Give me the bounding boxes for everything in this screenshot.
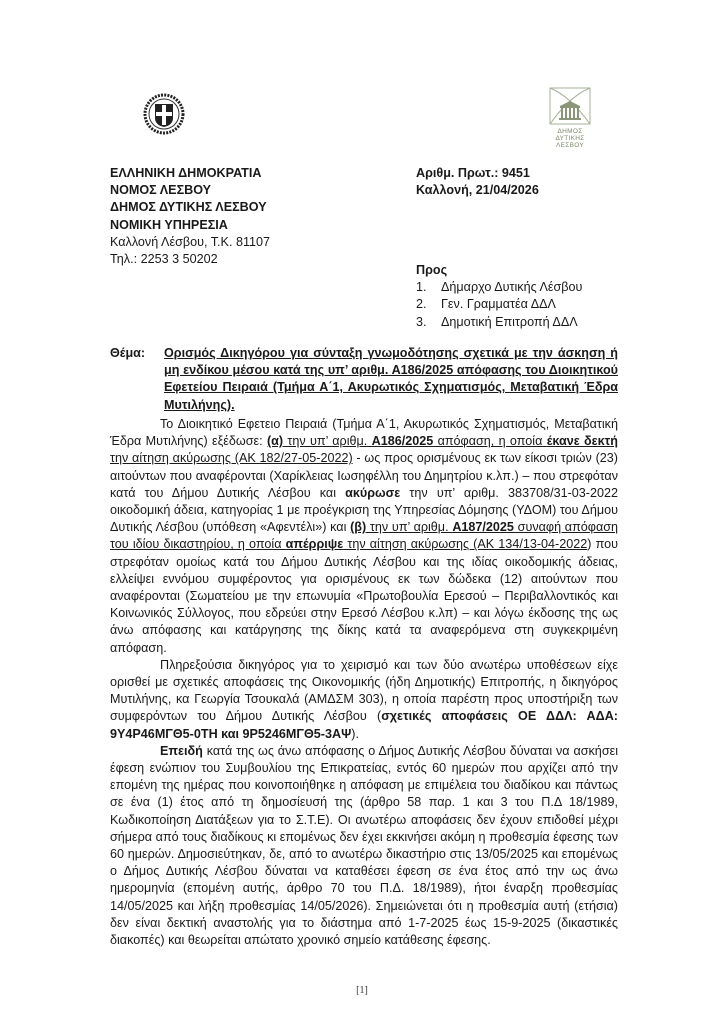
text-span: Επειδή: [160, 743, 203, 758]
text-span: την υπ’ αριθμ.: [283, 434, 372, 449]
text-span: (α): [266, 434, 284, 449]
sender-republic: ΕΛΛΗΝΙΚΗ ΔΗΜΟΚΡΑΤΙΑ: [110, 166, 262, 180]
text-span: - ως προς ορισμένους εκ των είκοσι τριών (23) αιτούντων που αναφέρονται (Χαρίκλειας Ιωσηφέλλη του Δημητρίου κ.λπ.) – που στρεφόταν κατά του Δήμου Δυτικής Λέσβου και: [110, 451, 618, 500]
ada-references: σχετικές αποφάσεις ΟΕ ΔΔΛ: ΑΔΑ: 9Υ4Ρ46ΜΓΘ5-0ΤΗ και 9Ρ5246ΜΓΘ5-3ΑΨ: [110, 709, 618, 741]
recipient-item: [416, 279, 582, 296]
recipients-block: [416, 262, 582, 331]
text-span: την υπ’ αριθμ.: [366, 520, 453, 535]
protocol-number: Αριθμ. Πρωτ.: 9451: [416, 166, 530, 180]
text-span: απόφαση, η οποία: [433, 434, 547, 449]
recipients-title: Προς: [416, 263, 448, 277]
subject-text: Ορισμός Δικηγόρου για σύνταξη γνωμοδότησης σχετικά με την άσκηση ή μη ενδίκου μέσου κατά της υπ’ αριθμ. Α186/2025 απόφασης του Διοικητικού Εφετείου Πειραιά (Τμήμα Α΄1, Ακυρωτικός Σχηματισμός, Μεταβατική Έδρα Μυτιλήνης).: [164, 346, 618, 412]
text-span: συναφή απόφαση του ιδίου δικαστηρίου, η οποία: [110, 520, 619, 552]
subject-label: Θέμα:: [110, 346, 146, 360]
recipients-list: [416, 279, 582, 331]
municipality-logo: [538, 86, 602, 156]
municipality-temple-logo-icon: [548, 86, 592, 126]
text-span: Το Διοικητικό Εφετειο Πειραιά (Τμήμα Α΄1, Ακυρωτικός Σχηματισμός, Μεταβατική Έδρα Μυτιλήνης) εξέδωσε:: [110, 417, 618, 449]
text-span: (β): [350, 520, 367, 535]
recipient-label: Δημοτική Επιτροπή ΔΔΛ: [441, 314, 578, 329]
paragraph-3: [110, 743, 618, 949]
recipient-number: 2.: [416, 297, 427, 312]
document-body: [110, 416, 618, 949]
subject-block: [110, 345, 618, 414]
text-span: την αίτηση ακύρωσης (ΑΚ 134/13-04-2022: [343, 537, 588, 552]
logo-text-line: ΔΗΜΟΣ: [557, 128, 583, 135]
page-number: [1]: [356, 985, 368, 996]
text-span: ) που στρεφόταν ομοίως κατά του Δήμου Δυτικής Λέσβου και της ιδίας οικοδομικής άδειας, ελλείψει εννόμου συμφέροντος για ορισμένους εκ των δώδεκα (12) αιτούντων που αναφέρονται (Σωματείου με την επωνυμία «Πρωτοβουλία Ερεσού – Περιβαλλοντικός και Κοινωνικός Σύλλογος, που εδρεύει στην Ερεσό Λέσβου κ.λπ) – και λόγω έκδοσης της ως άνω απόφασης και κατάργησης της δίκης κατά τα αναφερόμενα στη συγκεκριμένη απόφαση.: [110, 537, 618, 655]
text-span: την αίτηση ακύρωσης (ΑΚ 182/27-05-2022): [110, 451, 353, 466]
decision-number: Α187/2025: [452, 520, 514, 535]
text-span: την υπ’ αριθμ. 383708/31-03-2022 οικοδομική άδεια, κατηγορίας 1 με προέγκριση της Υπηρεσίας Δόμησης (ΥΔΟΜ) του Δήμου Δυτικής Λέσβου (υπόθεση «Αφεντέλι») και: [110, 485, 618, 535]
document-meta: [416, 165, 539, 199]
sender-block: [110, 165, 270, 268]
sender-prefecture: ΝΟΜΟΣ ΛΕΣΒΟΥ: [110, 183, 212, 198]
recipient-number: 1.: [416, 280, 427, 295]
recipient-item: [416, 314, 582, 331]
decision-number: Α186/2025: [371, 434, 434, 449]
greek-coat-of-arms-icon: [142, 92, 186, 136]
recipient-item: [416, 296, 582, 313]
text-span: Πληρεξούσια δικηγόρος για το χειρισμό και των δύο ανωτέρω υποθέσεων είχε ορισθεί με σχετικές αποφάσεις της Οικονομικής (ήδη Δημοτικής) Επιτροπής, η δικηγόρος Μυτιλήνης, κα Γεωργία Τσουκαλά (ΑΜΔΣΜ 303), η οποία παρέστη προς υποστήριξη των συμφερόντων του Δήμου Δυτικής Λέσβου (: [110, 657, 618, 724]
text-span: ακύρωσε: [345, 485, 401, 500]
text-span: απέρριψε: [285, 537, 344, 552]
recipient-label: Γεν. Γραμματέα ΔΔΛ: [441, 297, 556, 312]
text-span: ).: [351, 726, 359, 741]
recipient-label: Δήμαρχο Δυτικής Λέσβου: [441, 280, 583, 295]
sender-address: Καλλονή Λέσβου, Τ.Κ. 81107: [110, 234, 271, 249]
sender-department: ΝΟΜΙΚΗ ΥΠΗΡΕΣΙΑ: [110, 217, 228, 232]
logo-text-line: ΛΕΣΒΟΥ: [555, 142, 584, 149]
paragraph-2: [110, 657, 618, 743]
place-date: Καλλονή, 21/04/2026: [416, 183, 539, 198]
text-span: κατά της ως άνω απόφασης ο Δήμος Δυτικής Λέσβου δύναται να ασκήσει έφεση ενώπιον του Συμβουλίου της Επικρατείας, εντός 60 ημερών που αρχίζει από την επομένη της ημέρας που κοινοποιήθηκε η απόφαση με επιμέλεια του διαδίκου και πάντως σε ένα (1) έτος από τη δημοσίευσή της (άρθρο 58 παρ. 1 και 3 του Π.Δ 18/1989, Κωδικοποίηση Διατάξεων για το Σ.Τ.Ε). Οι ανωτέρω αποφάσεις δεν έχουν επιδοθεί μέχρι σήμερα από τους διαδίκους κι επομένως δεν έχει εκκινήσει ακόμη η προθεσμία έφεσης των 60 ημερών. Δημοσιεύτηκαν, δε, από το ανωτέρω δικαστήριο στις 13/05/2025 και επομένως ο Δήμος Δυτικής Λέσβου δύναται να καταθέσει έφεση σε ένα έτος από την ως άνω ημερομηνία (επομένη αυτής, άρθρο 70 του Π.Δ. 18/1989), ήτοι έναρξη προθεσμίας 14/05/2025 και λήξη προθεσμίας 14/05/2026). Σημειώνεται ότι η προθεσμία αυτή (ετήσια) δεν είναι δεκτική αναστολής για το διάστημα από 1-7-2025 έως 15-9-2025 (δικαστικές διακοπές) και θεωρείται απώτατο χρονικό σημείο κατάθεσης έφεσης.: [110, 743, 618, 948]
logo-text: [538, 128, 602, 149]
sender-municipality: ΔΗΜΟΣ ΔΥΤΙΚΗΣ ΛΕΣΒΟΥ: [110, 200, 267, 215]
paragraph-1: [110, 416, 618, 657]
text-span: έκανε δεκτή: [546, 434, 618, 449]
logo-text-line: ΔΥΤΙΚΗΣ: [555, 135, 585, 142]
recipient-number: 3.: [416, 314, 427, 329]
sender-phone: Τηλ.: 2253 3 50202: [110, 252, 218, 267]
